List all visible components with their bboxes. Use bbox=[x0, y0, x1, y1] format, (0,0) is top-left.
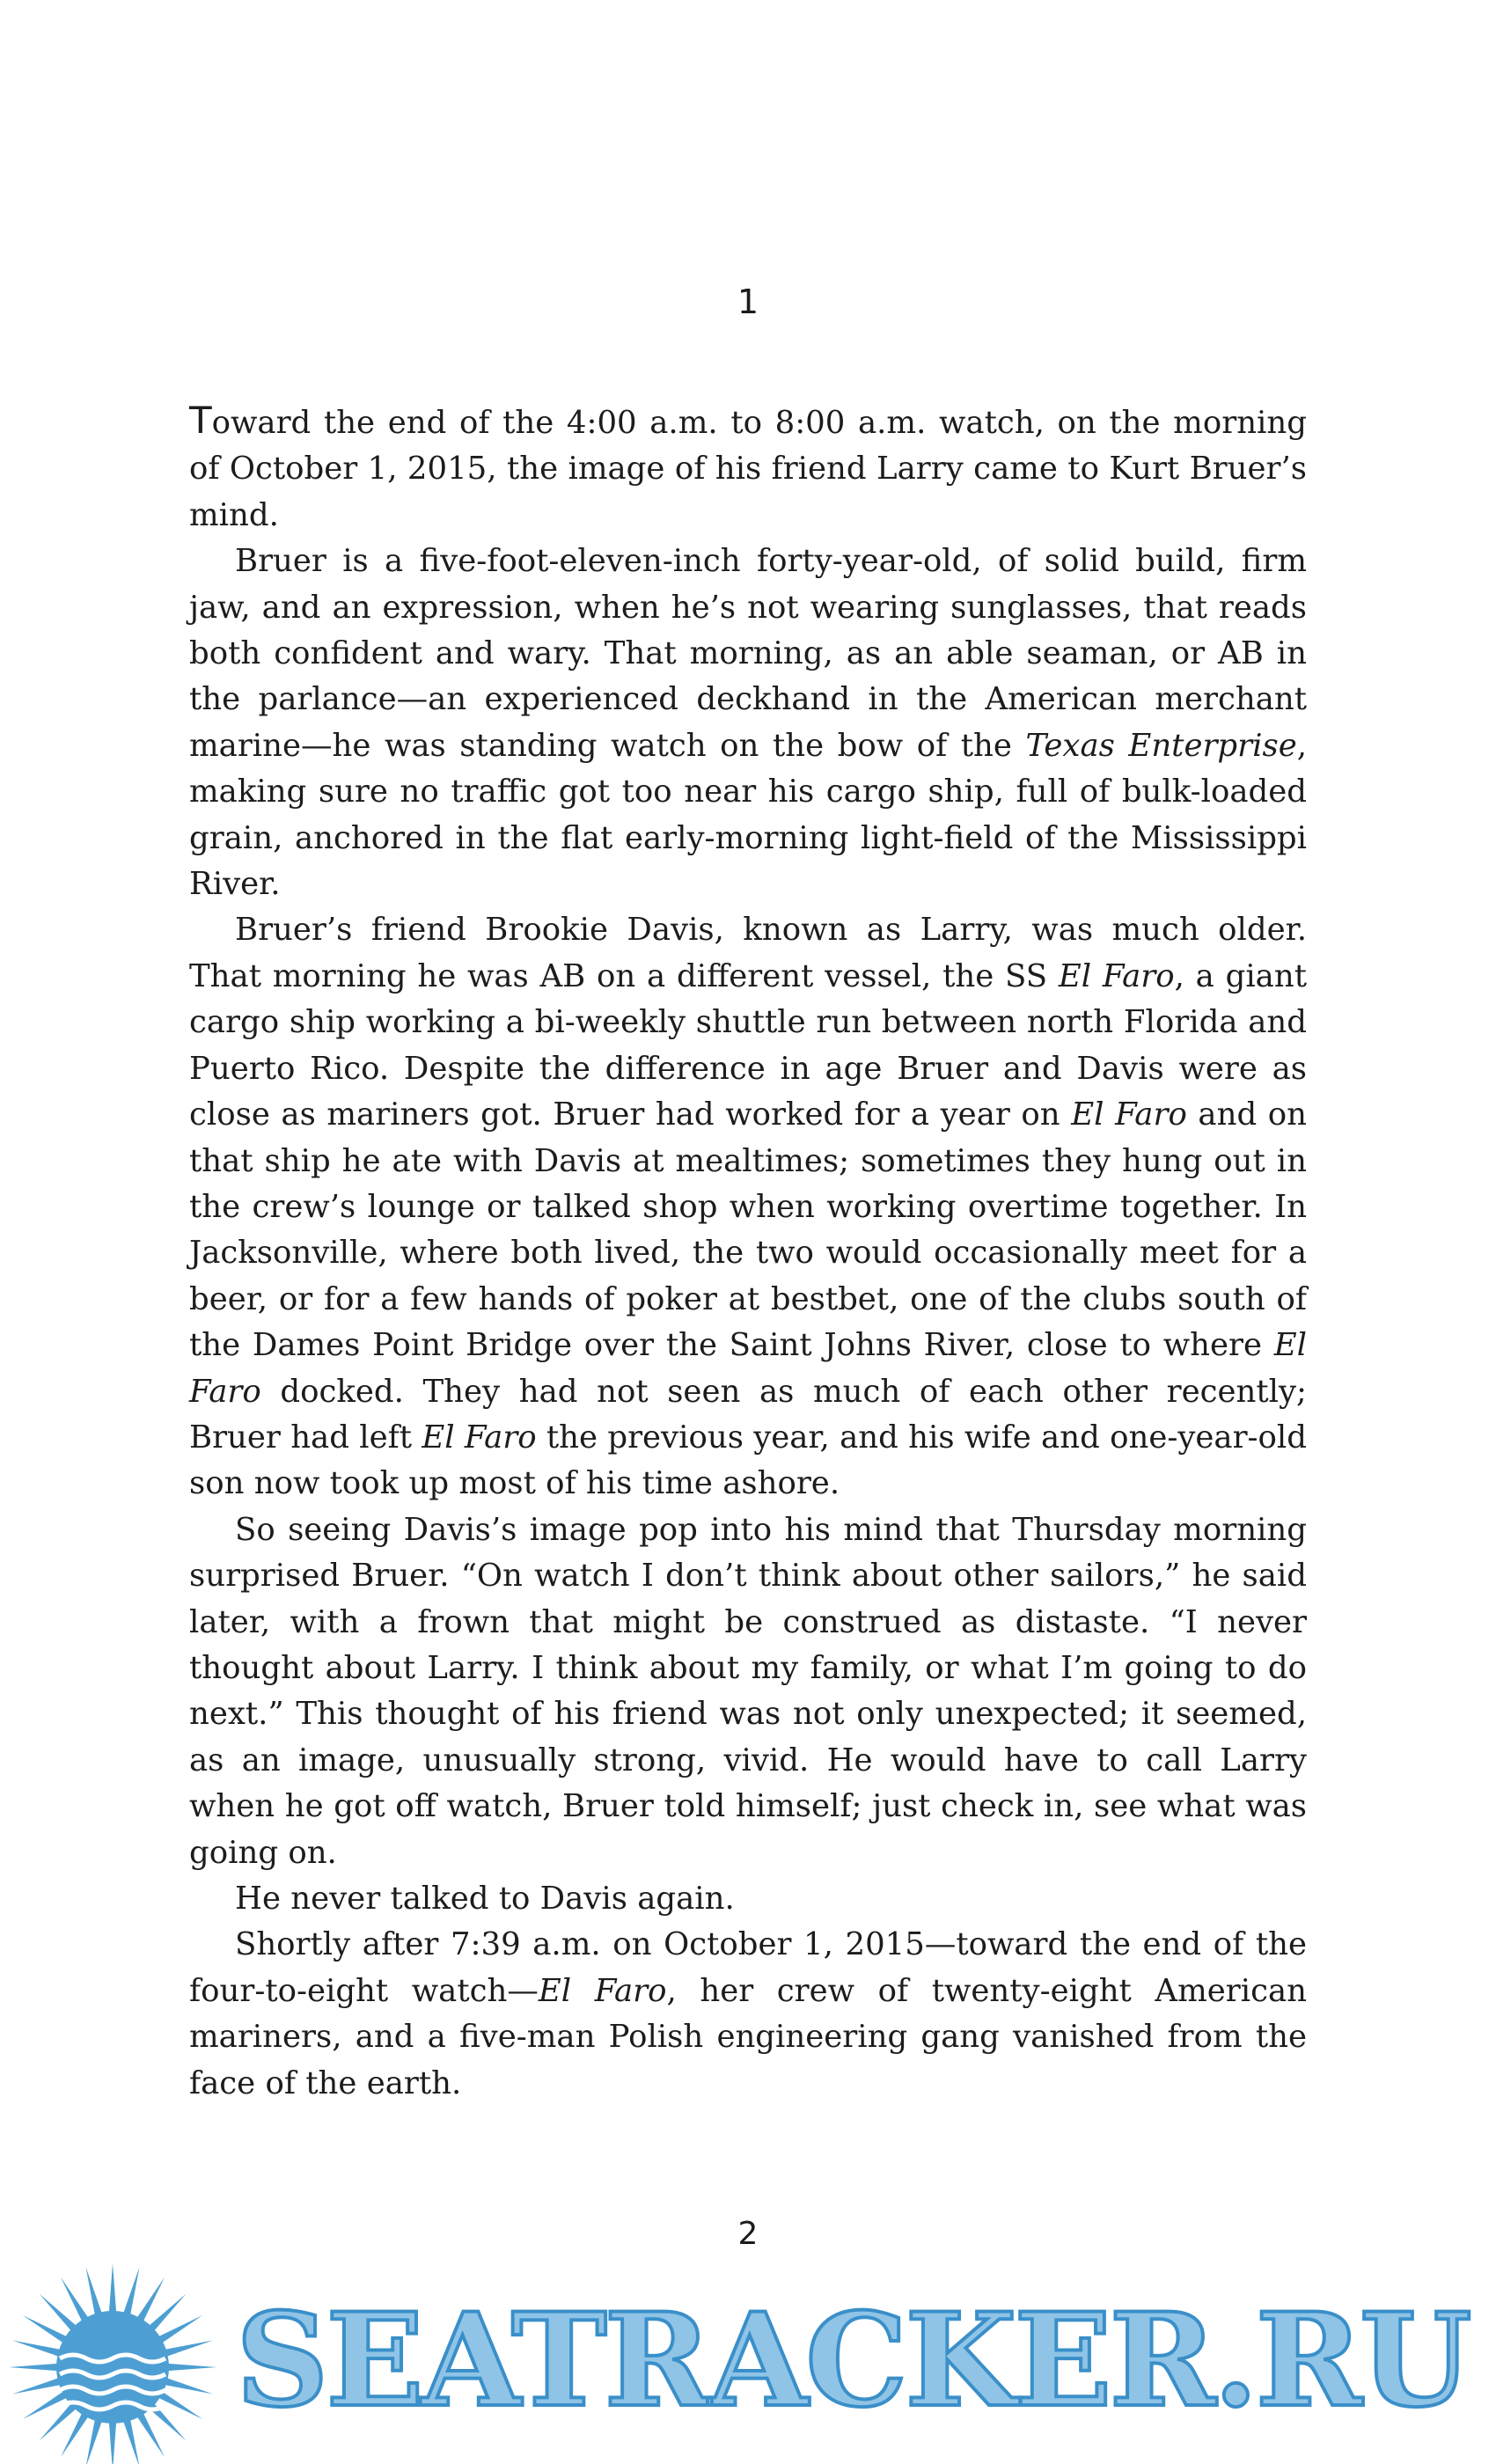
paragraph bbox=[189, 398, 1307, 539]
paragraph bbox=[189, 539, 1307, 907]
text-run: oward the end of the 4:00 a.m. to 8:00 a.m. watch, on the morning of October 1, 2015, the image of his friend Larry came to Kurt Bruer’s mind. bbox=[189, 405, 1307, 533]
text-run: Shortly after 7:39 a.m. on October 1, 2015—toward the end of the four-to-eight watch— bbox=[189, 1926, 1307, 2009]
text-run: He never talked to Davis again. bbox=[235, 1881, 735, 1917]
paragraph bbox=[189, 1876, 1307, 1922]
paragraph bbox=[189, 1922, 1307, 2107]
page-number: 2 bbox=[737, 2216, 759, 2252]
chapter-number: 1 bbox=[737, 282, 759, 321]
text-run: , making sure no traffic got too near his cargo ship, full of bulk-loaded grain, anchored in the flat early-morning light-field of the Mississippi River. bbox=[189, 727, 1307, 903]
initial-letter: T bbox=[189, 399, 212, 442]
sunburst-icon bbox=[9, 2263, 216, 2464]
text-run: Bruer is a five-foot-eleven-inch forty-year-old, of solid build, firm jaw, and an expression, when he’s not wearing sunglasses, that reads both confident and wary. That morning, as an able seaman, or AB in the parlance—an experienced deckhand in the American merchant marine—he was standing watch on the bow of the bbox=[189, 543, 1307, 764]
text-run: and on that ship he ate with Davis at mealtimes; sometimes they hung out in the crew’s lounge or talked shop when working overtime together. In Jacksonville, where both lived, the two would occasionally meet for a beer, or for a few hands of poker at bestbet, one of the clubs south of the Dames Point Bridge over the Saint Johns River, close to where bbox=[189, 1096, 1307, 1364]
text-run: , her crew of twenty-eight American mariners, and a five-man Polish engineering gang vanished from the face of the earth. bbox=[189, 1972, 1307, 2101]
text-run: So seeing Davis’s image pop into his mind that Thursday morning surprised Bruer. “On watch I don’t think about other sailors,” he said later, with a frown that might be construed as distaste. “I never thought about Larry. I think about my family, or what I’m going to do next.” This thought of his friend was not only unexpected; it seemed, as an image, unusually strong, vivid. He would have to call Larry when he got off watch, Bruer told himself; just check in, see what was going on. bbox=[189, 1511, 1307, 1871]
text-run: , a giant cargo ship working a bi-weekly shuttle run between north Florida and Puerto Rico. Despite the difference in age Bruer and Davis were as close as mariners got. Bruer had worked for a year on bbox=[189, 957, 1307, 1133]
italic-title: El Faro bbox=[1058, 957, 1175, 994]
text-run: Bruer’s friend Brookie Davis, known as Larry, was much older. That morning he was AB on a different vessel, the SS bbox=[189, 912, 1307, 994]
chapter-body bbox=[189, 398, 1307, 2107]
text-run: the previous year, and his wife and one-year-old son now took up most of his time ashore. bbox=[189, 1419, 1307, 1502]
paragraph bbox=[189, 1507, 1307, 1876]
text-run: docked. They had not seen as much of each other recently; Bruer had left bbox=[189, 1373, 1307, 1456]
italic-title: El Faro bbox=[422, 1419, 537, 1456]
paragraph bbox=[189, 907, 1307, 1507]
italic-title: El Faro bbox=[538, 1972, 667, 2009]
italic-title: El Faro bbox=[1071, 1096, 1187, 1133]
italic-title: Texas Enterprise bbox=[1025, 727, 1297, 764]
watermark-text: SEATRACKER.RU bbox=[236, 2285, 1470, 2436]
italic-title: El Faro bbox=[189, 1327, 1307, 1410]
